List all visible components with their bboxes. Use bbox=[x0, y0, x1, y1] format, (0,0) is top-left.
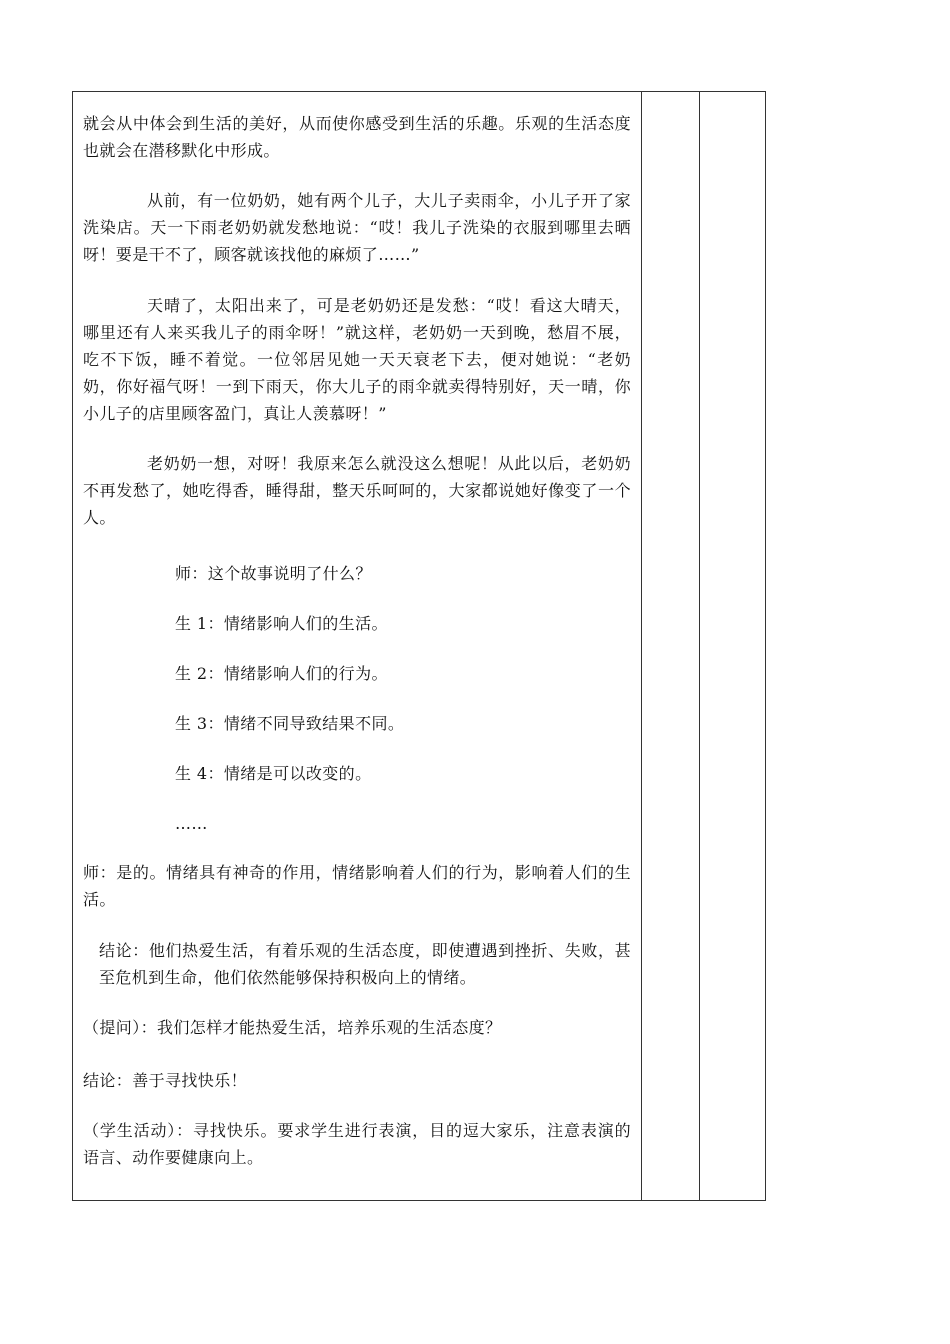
dialog-teacher-question: 师：这个故事说明了什么？ bbox=[175, 564, 372, 583]
paragraph-story-2: 天晴了，太阳出来了，可是老奶奶还是发愁：“哎！看这大晴天，哪里还有人来买我儿子的雨伞呀！”就这样，老奶奶一天到晚，愁眉不展，吃不下饭，睡不着觉。一位邻居见她一天天衰老下去，便对她说：“老奶奶，你好福气呀！一到下雨天，你大儿子的雨伞就卖得特别好，天一晴，你小儿子的店里顾客盈门，真让人羡慕呀！” bbox=[83, 296, 631, 423]
paragraph-intro: 就会从中体会到生活的美好，从而使你感受到生活的乐趣。乐观的生活态度也就会在潜移默化中形成。 bbox=[83, 114, 631, 160]
dialog-student-1: 生 1：情绪影响人们的生活。 bbox=[175, 614, 388, 633]
conclusion-2: 结论：善于寻找快乐！ bbox=[83, 1071, 248, 1090]
paragraph-story-3: 老奶奶一想，对呀！我原来怎么就没这么想呢！从此以后，老奶奶不再发愁了，她吃得香，睡得甜，整天乐呵呵的，大家都说她好像变了一个人。 bbox=[83, 454, 631, 527]
column-divider bbox=[641, 92, 642, 1200]
column-divider bbox=[699, 92, 700, 1200]
dialog-student-3: 生 3：情绪不同导致结果不同。 bbox=[175, 714, 405, 733]
question: （提问）：我们怎样才能热爱生活，培养乐观的生活态度？ bbox=[83, 1018, 502, 1037]
lesson-table bbox=[72, 91, 766, 1201]
dialog-student-4: 生 4：情绪是可以改变的。 bbox=[175, 764, 372, 783]
dialog-student-2: 生 2：情绪影响人们的行为。 bbox=[175, 664, 388, 683]
paragraph-story-1: 从前，有一位奶奶，她有两个儿子，大儿子卖雨伞，小儿子开了家洗染店。天一下雨老奶奶就发愁地说：“哎！我儿子洗染的衣服到哪里去晒呀！要是干不了，顾客就该找他的麻烦了……” bbox=[83, 191, 631, 264]
dialog-ellipsis: …… bbox=[175, 814, 208, 833]
teacher-summary: 师：是的。情绪具有神奇的作用，情绪影响着人们的行为，影响着人们的生活。 bbox=[83, 863, 631, 909]
conclusion-1: 结论：他们热爱生活，有着乐观的生活态度，即使遭遇到挫折、失败，甚至危机到生命，他们依然能够保持积极向上的情绪。 bbox=[99, 941, 631, 987]
student-activity: （学生活动）：寻找快乐。要求学生进行表演，目的逗大家乐，注意表演的语言、动作要健康向上。 bbox=[83, 1121, 631, 1167]
